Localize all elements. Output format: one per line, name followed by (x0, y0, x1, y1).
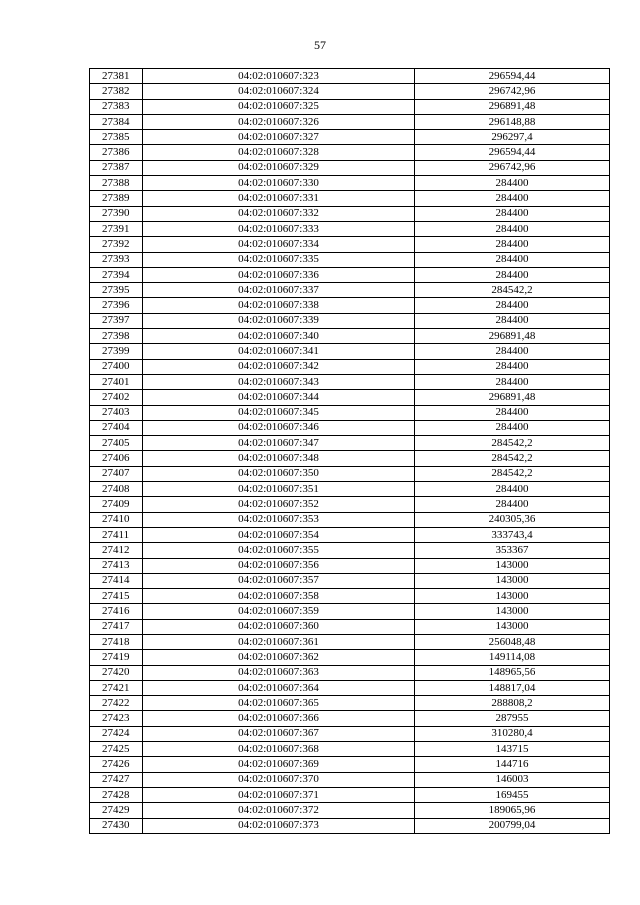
value-cell: 296148,88 (415, 114, 610, 129)
row-number-cell: 27397 (90, 313, 143, 328)
table-row (90, 237, 610, 252)
row-number-cell: 27411 (90, 527, 143, 542)
cadastral-number-cell: 04:02:010607:356 (143, 558, 415, 573)
value-cell: 143000 (415, 604, 610, 619)
row-number-cell: 27413 (90, 558, 143, 573)
row-number-cell: 27400 (90, 359, 143, 374)
cadastral-number-cell: 04:02:010607:370 (143, 772, 415, 787)
row-number-cell: 27403 (90, 405, 143, 420)
value-cell: 149114,08 (415, 650, 610, 665)
cadastral-number-cell: 04:02:010607:348 (143, 451, 415, 466)
value-cell: 200799,04 (415, 818, 610, 833)
value-cell: 284400 (415, 298, 610, 313)
value-cell: 284542,2 (415, 466, 610, 481)
row-number-cell: 27384 (90, 114, 143, 129)
value-cell: 256048,48 (415, 634, 610, 649)
cadastral-number-cell: 04:02:010607:344 (143, 390, 415, 405)
cadastral-number-cell: 04:02:010607:324 (143, 84, 415, 99)
table-row (90, 451, 610, 466)
cadastral-number-cell: 04:02:010607:346 (143, 420, 415, 435)
value-cell: 296891,48 (415, 329, 610, 344)
value-cell: 296594,44 (415, 69, 610, 84)
table-row (90, 374, 610, 389)
cadastral-number-cell: 04:02:010607:360 (143, 619, 415, 634)
cadastral-number-cell: 04:02:010607:367 (143, 726, 415, 741)
row-number-cell: 27402 (90, 390, 143, 405)
row-number-cell: 27388 (90, 176, 143, 191)
cadastral-number-cell: 04:02:010607:329 (143, 160, 415, 175)
row-number-cell: 27398 (90, 329, 143, 344)
table-row (90, 130, 610, 145)
value-cell: 144716 (415, 757, 610, 772)
cadastral-number-cell: 04:02:010607:337 (143, 283, 415, 298)
cadastral-number-cell: 04:02:010607:354 (143, 527, 415, 542)
table-row (90, 267, 610, 282)
table-row (90, 313, 610, 328)
value-cell: 287955 (415, 711, 610, 726)
table-row (90, 221, 610, 236)
value-cell: 296891,48 (415, 390, 610, 405)
cadastral-number-cell: 04:02:010607:323 (143, 69, 415, 84)
table-row (90, 665, 610, 680)
row-number-cell: 27408 (90, 482, 143, 497)
value-cell: 284400 (415, 206, 610, 221)
row-number-cell: 27423 (90, 711, 143, 726)
value-cell: 284400 (415, 482, 610, 497)
table-row (90, 527, 610, 542)
cadastral-number-cell: 04:02:010607:341 (143, 344, 415, 359)
value-cell: 310280,4 (415, 726, 610, 741)
row-number-cell: 27395 (90, 283, 143, 298)
table-row (90, 543, 610, 558)
cadastral-number-cell: 04:02:010607:330 (143, 176, 415, 191)
value-cell: 284400 (415, 405, 610, 420)
row-number-cell: 27394 (90, 267, 143, 282)
cadastral-number-cell: 04:02:010607:362 (143, 650, 415, 665)
row-number-cell: 27387 (90, 160, 143, 175)
row-number-cell: 27421 (90, 680, 143, 695)
cadastral-number-cell: 04:02:010607:365 (143, 696, 415, 711)
row-number-cell: 27418 (90, 634, 143, 649)
value-cell: 143000 (415, 619, 610, 634)
value-cell: 189065,96 (415, 803, 610, 818)
cadastral-number-cell: 04:02:010607:327 (143, 130, 415, 145)
row-number-cell: 27424 (90, 726, 143, 741)
cadastral-number-cell: 04:02:010607:359 (143, 604, 415, 619)
row-number-cell: 27382 (90, 84, 143, 99)
cadastral-number-cell: 04:02:010607:336 (143, 267, 415, 282)
value-cell: 284400 (415, 374, 610, 389)
cadastral-number-cell: 04:02:010607:328 (143, 145, 415, 160)
row-number-cell: 27383 (90, 99, 143, 114)
table-row (90, 466, 610, 481)
value-cell: 296297,4 (415, 130, 610, 145)
cadastral-number-cell: 04:02:010607:350 (143, 466, 415, 481)
row-number-cell: 27420 (90, 665, 143, 680)
value-cell: 284400 (415, 252, 610, 267)
row-number-cell: 27409 (90, 497, 143, 512)
value-cell: 240305,36 (415, 512, 610, 527)
table-row (90, 604, 610, 619)
table-row (90, 803, 610, 818)
table-row (90, 482, 610, 497)
value-cell: 284542,2 (415, 283, 610, 298)
table-row (90, 359, 610, 374)
table-row (90, 283, 610, 298)
row-number-cell: 27425 (90, 742, 143, 757)
row-number-cell: 27410 (90, 512, 143, 527)
value-cell: 284400 (415, 359, 610, 374)
cadastral-number-cell: 04:02:010607:333 (143, 221, 415, 236)
row-number-cell: 27389 (90, 191, 143, 206)
table-row (90, 298, 610, 313)
row-number-cell: 27404 (90, 420, 143, 435)
cadastral-number-cell: 04:02:010607:369 (143, 757, 415, 772)
value-cell: 284400 (415, 267, 610, 282)
table-row (90, 787, 610, 802)
value-cell: 146003 (415, 772, 610, 787)
value-cell: 296891,48 (415, 99, 610, 114)
table-row (90, 711, 610, 726)
table-row (90, 329, 610, 344)
row-number-cell: 27401 (90, 374, 143, 389)
cadastral-number-cell: 04:02:010607:338 (143, 298, 415, 313)
row-number-cell: 27416 (90, 604, 143, 619)
cadastral-number-cell: 04:02:010607:361 (143, 634, 415, 649)
cadastral-number-cell: 04:02:010607:325 (143, 99, 415, 114)
row-number-cell: 27392 (90, 237, 143, 252)
row-number-cell: 27396 (90, 298, 143, 313)
value-cell: 353367 (415, 543, 610, 558)
row-number-cell: 27405 (90, 436, 143, 451)
cadastral-number-cell: 04:02:010607:357 (143, 573, 415, 588)
row-number-cell: 27419 (90, 650, 143, 665)
cadastral-number-cell: 04:02:010607:345 (143, 405, 415, 420)
table-row (90, 558, 610, 573)
cadastral-number-cell: 04:02:010607:373 (143, 818, 415, 833)
table-row (90, 680, 610, 695)
table-row (90, 497, 610, 512)
table-row (90, 512, 610, 527)
row-number-cell: 27428 (90, 787, 143, 802)
cadastral-number-cell: 04:02:010607:340 (143, 329, 415, 344)
value-cell: 284400 (415, 176, 610, 191)
row-number-cell: 27385 (90, 130, 143, 145)
cadastral-number-cell: 04:02:010607:366 (143, 711, 415, 726)
cadastral-number-cell: 04:02:010607:332 (143, 206, 415, 221)
table-row (90, 84, 610, 99)
table-row (90, 145, 610, 160)
table-row (90, 99, 610, 114)
row-number-cell: 27393 (90, 252, 143, 267)
value-cell: 284400 (415, 237, 610, 252)
row-number-cell: 27430 (90, 818, 143, 833)
value-cell: 284400 (415, 191, 610, 206)
row-number-cell: 27429 (90, 803, 143, 818)
table-row (90, 726, 610, 741)
cadastral-number-cell: 04:02:010607:334 (143, 237, 415, 252)
row-number-cell: 27414 (90, 573, 143, 588)
cadastral-number-cell: 04:02:010607:342 (143, 359, 415, 374)
value-cell: 284400 (415, 221, 610, 236)
table-row (90, 252, 610, 267)
cadastral-number-cell: 04:02:010607:339 (143, 313, 415, 328)
value-cell: 284400 (415, 497, 610, 512)
table-row (90, 650, 610, 665)
row-number-cell: 27415 (90, 589, 143, 604)
cadastral-number-cell: 04:02:010607:347 (143, 436, 415, 451)
table-row (90, 696, 610, 711)
cadastral-value-table (89, 68, 610, 834)
row-number-cell: 27391 (90, 221, 143, 236)
cadastral-number-cell: 04:02:010607:351 (143, 482, 415, 497)
table-row (90, 176, 610, 191)
table-row (90, 191, 610, 206)
value-cell: 284542,2 (415, 436, 610, 451)
table-row (90, 69, 610, 84)
value-cell: 284400 (415, 313, 610, 328)
table-row (90, 757, 610, 772)
table-row (90, 420, 610, 435)
table-row (90, 742, 610, 757)
table-body (90, 69, 610, 834)
cadastral-number-cell: 04:02:010607:343 (143, 374, 415, 389)
cadastral-number-cell: 04:02:010607:371 (143, 787, 415, 802)
row-number-cell: 27399 (90, 344, 143, 359)
value-cell: 284400 (415, 344, 610, 359)
cadastral-number-cell: 04:02:010607:353 (143, 512, 415, 527)
value-cell: 333743,4 (415, 527, 610, 542)
table-row (90, 436, 610, 451)
table-row (90, 818, 610, 833)
value-cell: 288808,2 (415, 696, 610, 711)
row-number-cell: 27390 (90, 206, 143, 221)
table-row (90, 772, 610, 787)
cadastral-number-cell: 04:02:010607:363 (143, 665, 415, 680)
row-number-cell: 27427 (90, 772, 143, 787)
page-number: 57 (314, 38, 326, 52)
row-number-cell: 27426 (90, 757, 143, 772)
table-row (90, 206, 610, 221)
value-cell: 296594,44 (415, 145, 610, 160)
value-cell: 143000 (415, 589, 610, 604)
table-row (90, 405, 610, 420)
value-cell: 284542,2 (415, 451, 610, 466)
cadastral-number-cell: 04:02:010607:364 (143, 680, 415, 695)
value-cell: 143000 (415, 573, 610, 588)
cadastral-number-cell: 04:02:010607:352 (143, 497, 415, 512)
table-row (90, 589, 610, 604)
row-number-cell: 27417 (90, 619, 143, 634)
table-row (90, 344, 610, 359)
table-row (90, 114, 610, 129)
cadastral-number-cell: 04:02:010607:358 (143, 589, 415, 604)
value-cell: 296742,96 (415, 84, 610, 99)
table-row (90, 619, 610, 634)
row-number-cell: 27422 (90, 696, 143, 711)
cadastral-number-cell: 04:02:010607:368 (143, 742, 415, 757)
value-cell: 143715 (415, 742, 610, 757)
cadastral-number-cell: 04:02:010607:355 (143, 543, 415, 558)
value-cell: 143000 (415, 558, 610, 573)
cadastral-number-cell: 04:02:010607:372 (143, 803, 415, 818)
value-cell: 296742,96 (415, 160, 610, 175)
cadastral-number-cell: 04:02:010607:335 (143, 252, 415, 267)
table-row (90, 160, 610, 175)
cadastral-number-cell: 04:02:010607:326 (143, 114, 415, 129)
cadastral-number-cell: 04:02:010607:331 (143, 191, 415, 206)
value-cell: 169455 (415, 787, 610, 802)
row-number-cell: 27407 (90, 466, 143, 481)
row-number-cell: 27386 (90, 145, 143, 160)
table-row (90, 390, 610, 405)
table-row (90, 634, 610, 649)
value-cell: 148965,56 (415, 665, 610, 680)
value-cell: 148817,04 (415, 680, 610, 695)
value-cell: 284400 (415, 420, 610, 435)
row-number-cell: 27381 (90, 69, 143, 84)
row-number-cell: 27406 (90, 451, 143, 466)
row-number-cell: 27412 (90, 543, 143, 558)
table-row (90, 573, 610, 588)
